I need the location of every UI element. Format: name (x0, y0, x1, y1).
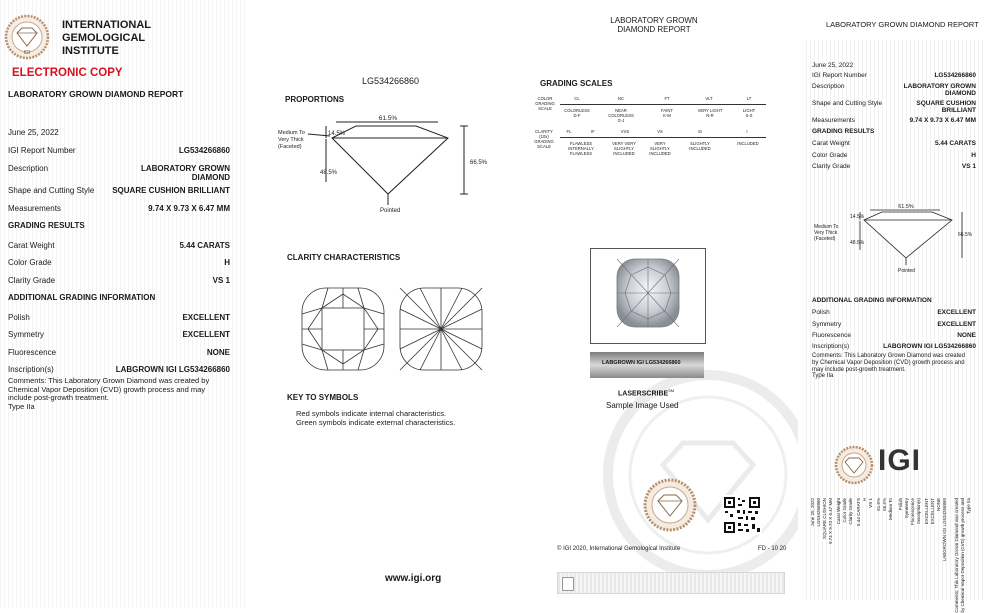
right-number-row (812, 72, 976, 79)
clarity-col-head: IF (591, 129, 595, 134)
field-label: Shape and Cutting Style (8, 186, 95, 195)
desc-line: INCLUDED (613, 151, 635, 156)
desc-line: COLORLESS (608, 113, 634, 118)
grading-results-heading: GRADING RESULTS (8, 221, 85, 230)
clarity-row (8, 276, 230, 285)
crown-pct-label: 14.5% (328, 131, 346, 137)
field-label: Polish (8, 313, 30, 322)
report-date-value: June 25, 2022 (8, 128, 59, 137)
field-label: Description (812, 83, 845, 90)
mini-line: NONE (936, 498, 941, 512)
right-clarity-row (812, 163, 976, 170)
right-measurements-row (812, 117, 976, 124)
field-value: LG534266860 (934, 72, 976, 79)
title-line: LABORATORY GROWN (610, 16, 698, 25)
table-pct-label: 61.5% (378, 115, 398, 122)
document-icon (562, 577, 574, 591)
pavilion-pct-label: 48.5% (320, 170, 338, 176)
right-grading-heading: GRADING RESULTS (812, 128, 875, 135)
right-inscription-row (812, 343, 976, 350)
right-shape-row (812, 100, 976, 114)
right-igi-logo: IGI (878, 444, 922, 477)
symmetry-value: EXCELLENT (182, 330, 230, 339)
color-col-head: NC (617, 96, 625, 101)
report-number-value: LG534266860 (178, 146, 230, 155)
clarity-plot-diagram (298, 284, 488, 374)
field-label: Clarity Grade (8, 276, 56, 285)
desc-line: G-J (617, 118, 625, 123)
diamond-image-frame (590, 248, 706, 344)
field-value (916, 100, 976, 114)
color-col-head: VLT (705, 96, 713, 101)
polish-row (8, 313, 230, 322)
right-girdle-1: Medium To (814, 224, 839, 230)
laserscribe-text: LASERSCRIBE (618, 390, 669, 398)
comments (8, 377, 209, 411)
laser-inscription-image (590, 352, 704, 378)
scale-label-line: SCALE (537, 144, 551, 149)
comment-line: include post-growth treatment. (8, 393, 109, 402)
right-fluorescence-row (812, 332, 976, 339)
proportions-diagram (276, 112, 496, 222)
comment-line: may include post-growth treatment. (812, 366, 906, 373)
field-label: Inscription(s) (812, 343, 850, 350)
comment-line: Type IIa (812, 373, 834, 380)
desc-line: INCLUDED (649, 151, 671, 156)
mini-line: Comments: This Laboratory Grown Diamond was created (954, 498, 959, 613)
field-value: LABGROWN IGI LG534266860 (883, 343, 976, 350)
mini-line: VS 1 (868, 498, 873, 508)
field-label: Fluorescence (812, 332, 852, 339)
polish-value: EXCELLENT (182, 313, 230, 322)
desc-line: COLORLESS (564, 108, 590, 113)
right-depth-pct: 66.5% (958, 232, 973, 238)
desc-line: INCLUDED (737, 141, 759, 146)
mini-line: SQUARE CUSHION (822, 498, 827, 540)
report-title: LABORATORY GROWN DIAMOND REPORT (8, 89, 184, 99)
right-report-panel (806, 40, 986, 613)
fluorescence-value: NONE (206, 348, 230, 357)
clarity-col-head: I (746, 129, 748, 134)
field-label: IGI Report Number (8, 146, 76, 155)
desc-line: D-F (573, 113, 581, 118)
field-label: Measurements (812, 117, 855, 124)
form-code: FD - 10 20 (758, 546, 787, 552)
copyright-text: © IGI 2020, International Gemological Institute (557, 546, 681, 552)
additional-heading: ADDITIONAL GRADING INFORMATION (8, 293, 156, 302)
comment-line: Comments: This Laboratory Grown Diamond was created (812, 353, 965, 359)
color-value: H (224, 258, 230, 267)
desc-line: SLIGHTLY (650, 146, 670, 151)
key-to-symbols-text (296, 410, 455, 427)
mini-line: Polish (898, 498, 903, 511)
desc-line: N-R (706, 113, 714, 118)
left-report-panel (0, 0, 248, 607)
desc-line: FAINT (661, 108, 673, 113)
qr-code-icon[interactable] (722, 495, 762, 535)
symmetry-row (8, 330, 230, 339)
color-col-desc (650, 108, 684, 118)
security-strip (557, 572, 785, 594)
color-col-desc (560, 108, 594, 118)
clarity-col-head: VS (657, 129, 663, 134)
org-name (62, 19, 151, 58)
mini-line: Fluorescence (910, 498, 915, 526)
key-line: Green symbols indicate external characteristics. (296, 417, 456, 427)
comment-line: Type IIa (8, 401, 35, 411)
clarity-col-head: VVS (620, 129, 630, 134)
igi-bottom-seal-icon (643, 478, 697, 532)
mini-line: EXCELLENT (930, 498, 935, 525)
org-line: GEMOLOGICAL (62, 32, 146, 44)
girdle-label-3: (Faceted) (278, 144, 302, 150)
right-culet: Pointed (898, 268, 915, 274)
depth-pct-label: 66.5% (470, 160, 488, 166)
comment-line: by Chemical Vapor Deposition (CVD) growth process and (812, 359, 965, 366)
carat-value: 5.44 CARATS (179, 241, 230, 250)
field-label: Symmetry (8, 330, 44, 339)
clarity-characteristics-heading: CLARITY CHARACTERISTICS (287, 253, 401, 262)
right-girdle-3: (Faceted) (814, 236, 836, 242)
right-carat-row (812, 140, 976, 147)
description-row (8, 164, 230, 182)
scale-label-line: SCALE (538, 106, 552, 111)
svg-text:IGI: IGI (23, 50, 31, 56)
desc-line: LIGHT (742, 108, 756, 113)
measurements-value: 9.74 X 9.73 X 6.47 MM (148, 204, 230, 213)
desc-line: SLIGHTLY (690, 141, 710, 146)
girdle-label-2: Very Thick (278, 137, 304, 143)
grading-scales-heading: GRADING SCALES (540, 79, 613, 88)
value-line: BRILLIANT (941, 107, 976, 114)
desc-line: SLIGHTLY (614, 146, 634, 151)
color-scale-label (534, 96, 556, 111)
mini-line: 5.44 CARATS (856, 498, 861, 526)
middle-top-title (592, 16, 716, 34)
description-line: DIAMOND (191, 173, 230, 182)
right-title: LABORATORY GROWN DIAMOND REPORT (826, 20, 979, 29)
mini-line: LG534266860 (816, 498, 821, 527)
laserscribe-label (618, 388, 674, 397)
color-col-head: CL (574, 96, 580, 101)
org-line: INTERNATIONAL (62, 19, 152, 31)
field-value (904, 83, 976, 97)
website-link[interactable]: www.igi.org (385, 573, 442, 584)
desc-line: NEAR (615, 108, 627, 113)
color-row (8, 258, 230, 267)
color-col-desc (604, 108, 638, 123)
color-scale-line (560, 104, 766, 105)
mini-line: Symmetry (904, 498, 909, 519)
rotated-mini-report (806, 498, 978, 613)
right-proportions-diagram (810, 202, 980, 274)
right-date (812, 62, 976, 69)
clarity-col-head: SI (698, 129, 702, 134)
title-line: DIAMOND REPORT (617, 25, 691, 34)
right-symmetry-row (812, 321, 976, 328)
field-value: EXCELLENT (937, 321, 976, 328)
color-col-head: FT (664, 96, 670, 101)
mini-line: Color Grade (842, 498, 847, 523)
mini-line: Carat Weight (836, 498, 841, 525)
clarity-col-desc (730, 141, 766, 146)
electronic-copy-label: ELECTRONIC COPY (12, 67, 123, 79)
field-label: Inscription(s) (8, 365, 54, 374)
clarity-scale-line (560, 137, 766, 138)
field-label: Carat Weight (812, 140, 850, 147)
field-value: VS 1 (961, 163, 976, 170)
clarity-col-desc (642, 141, 678, 156)
inscription-row (8, 365, 230, 374)
comment-line: Comments: This Laboratory Grown Diamond was created by (8, 376, 210, 385)
mini-line: EXCELLENT (924, 498, 929, 525)
mini-line: Inscription(s) (916, 498, 921, 524)
field-label: Clarity Grade (812, 163, 851, 170)
mini-line: 61.5% (876, 498, 881, 511)
scale-label-line: COLOR (537, 96, 553, 101)
right-description-row (812, 83, 976, 97)
carat-row (8, 241, 230, 250)
value-line: SQUARE CUSHION (916, 100, 976, 107)
igi-seal-icon (4, 14, 50, 60)
clarity-col-desc (682, 141, 718, 151)
scale-label-line: GRADING (535, 101, 555, 106)
middle-report-number: LG534266860 (362, 76, 420, 86)
mini-line: LABGROWN IGI LG534266860 (942, 498, 947, 562)
field-value: 5.44 CARATS (934, 140, 976, 147)
clarity-col-desc (606, 141, 642, 156)
right-polish-row (812, 309, 976, 316)
right-color-row (812, 152, 976, 159)
field-label: Color Grade (812, 152, 848, 159)
right-pavilion-pct: 48.5% (850, 240, 865, 246)
comment-line: Chemical Vapor Deposition (CVD) growth process and may (8, 384, 206, 394)
girdle-label-1: Medium To (278, 130, 305, 136)
field-label: Carat Weight (8, 241, 55, 250)
field-label: Color Grade (8, 258, 52, 267)
clarity-col-desc (562, 141, 600, 156)
color-col-head: LT (746, 96, 752, 101)
description-line: LABORATORY GROWN (140, 164, 230, 173)
scale-label-line: CLARITY (10x) (535, 129, 553, 139)
field-value: H (971, 152, 976, 159)
clarity-scale-label (530, 129, 558, 149)
key-to-symbols-heading: KEY TO SYMBOLS (287, 393, 359, 402)
field-label: Symmetry (812, 321, 842, 328)
value-line: LABORATORY GROWN (903, 83, 976, 90)
field-value: NONE (957, 332, 976, 339)
desc-line: K-M (663, 113, 671, 118)
desc-line: FLAWLESS (569, 141, 593, 146)
laser-inscription-text: LABGROWN IGI LG534266860 (602, 360, 681, 366)
report-number-row (8, 146, 230, 155)
field-value: 9.74 X 9.73 X 6.47 MM (909, 117, 976, 124)
date-value: June 25, 2022 (812, 62, 854, 69)
right-additional-heading: ADDITIONAL GRADING INFORMATION (812, 297, 932, 304)
sample-image-label: Sample Image Used (606, 401, 679, 410)
desc-line: FLAWLESS (569, 151, 593, 156)
right-table-pct: 61.5% (898, 204, 914, 210)
measurements-row (8, 204, 230, 213)
desc-line: INCLUDED (689, 146, 711, 151)
value-line: DIAMOND (944, 90, 976, 97)
culet-label: Pointed (380, 208, 401, 214)
mini-line: Medium To (888, 498, 893, 520)
org-line: INSTITUTE (62, 45, 119, 57)
mini-line: June 25, 2022 (810, 498, 815, 527)
laserscribe-sup: SM (668, 388, 675, 393)
inscription-value: LABGROWN IGI LG534266860 (115, 365, 230, 374)
report-date (8, 128, 230, 137)
right-crown-pct: 14.5% (850, 214, 865, 220)
mini-line: Clarity Grade (848, 498, 853, 525)
field-label: Shape and Cutting Style (812, 100, 883, 107)
mini-line: Type IIa (966, 498, 971, 515)
proportions-heading: PROPORTIONS (285, 95, 345, 104)
desc-line: VERY VERY (612, 141, 636, 146)
fluorescence-row (8, 348, 230, 357)
field-label: Description (8, 164, 49, 173)
color-col-desc (732, 108, 766, 118)
mini-line: 9.74 X 9.73 X 6.47 MM (828, 498, 833, 545)
right-girdle-2: Very Thick (814, 230, 838, 236)
clarity-col-head: FL (566, 129, 572, 134)
color-col-desc (692, 108, 728, 118)
right-comments (812, 353, 965, 380)
field-label: Polish (812, 309, 830, 316)
shape-row (8, 186, 230, 195)
desc-line: S-Z (745, 113, 753, 118)
field-label: Fluorescence (8, 348, 57, 357)
desc-line: VERY (654, 141, 666, 146)
desc-line: INTERNALLY (568, 146, 594, 151)
field-value: EXCELLENT (937, 309, 976, 316)
right-igi-seal-icon (834, 445, 874, 485)
mini-line: H (862, 498, 867, 502)
shape-value: SQUARE CUSHION BRILLIANT (112, 186, 230, 195)
scale-label-line: GRADING (534, 139, 554, 144)
diamond-photo (591, 249, 705, 343)
field-label: Measurements (8, 204, 61, 213)
desc-line: VERY LIGHT (697, 108, 723, 113)
key-line: Red symbols indicate internal characteristics. (296, 409, 447, 418)
clarity-value: VS 1 (212, 276, 230, 285)
field-label: IGI Report Number (812, 72, 867, 79)
description-value (141, 164, 230, 182)
mini-line: 66.5% (882, 498, 887, 511)
mini-line: by Chemical Vapor Deposition (CVD) growth process and (960, 498, 965, 613)
